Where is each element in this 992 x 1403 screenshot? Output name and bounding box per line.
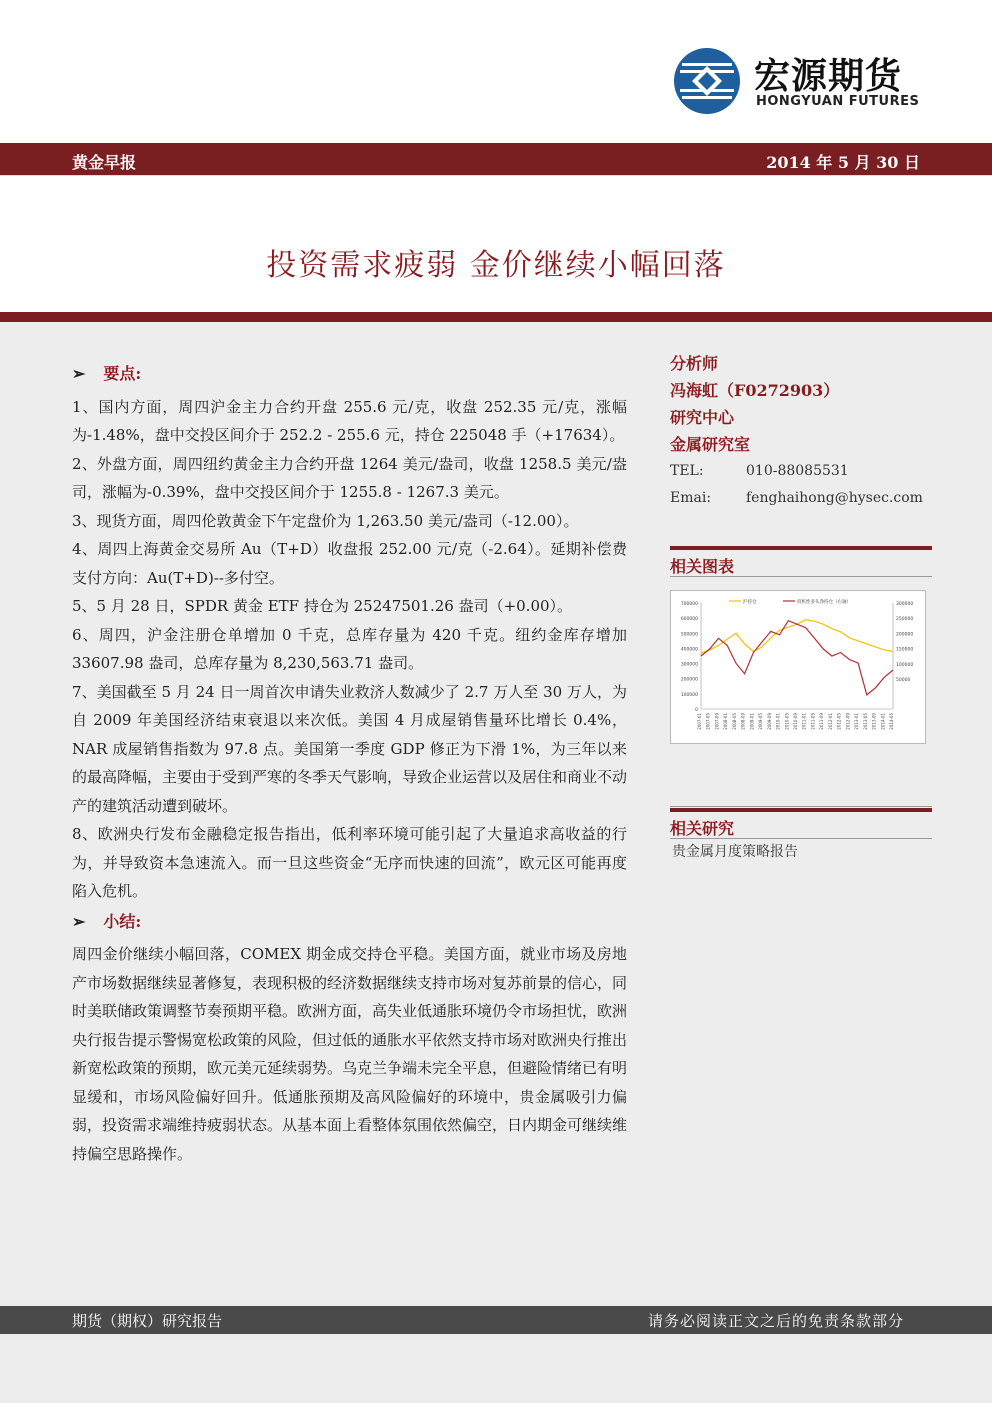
- x-tick-label: 2008-01: [723, 713, 729, 730]
- point-item: 2、外盘方面，周四纽约黄金主力合约开盘 1264 美元/盎司，收盘 1258.5 美元/盎司，涨幅为-0.39%，盘中交投区间介于 1255.8 - 1267.3 美元。: [72, 454, 627, 501]
- y-right-tick-label: 100000: [896, 662, 914, 668]
- point-item: 8、欧洲央行发布金融稳定报告指出，低利率环境可能引起了大量追求高收益的行为，并导致资本急速流入。而一旦这些资金“无序而快速的回流”，欧元区可能再度陷入危机。: [72, 825, 627, 900]
- research-heading-rule: [670, 838, 932, 839]
- email-label: Emai:: [670, 490, 712, 506]
- y-left-tick-label: 0: [695, 708, 698, 713]
- report-type: 黄金早报: [72, 153, 137, 172]
- x-tick-label: 2010-05: [784, 713, 790, 730]
- x-tick-label: 2009-09: [766, 713, 772, 730]
- chart-heading: 相关图表: [670, 546, 932, 577]
- page-title: 投资需求疲弱 金价继续小幅回落: [266, 248, 726, 283]
- y-right-tick-label: 300000: [896, 602, 914, 607]
- point-item: 3、现货方面，周四伦敦黄金下午定盘价为 1,263.50 美元/盎司（-12.00）。: [72, 511, 579, 530]
- x-tick-label: 2010-09: [793, 713, 798, 730]
- point-item: 4、周四上海黄金交易所 Au（T+D）收盘报 252.00 元/克（-2.64）。延期补偿费支付方向：Au(T+D)--多付空。: [72, 540, 627, 587]
- research-heading: 相关研究: [670, 808, 932, 839]
- x-tick-label: 2008-05: [731, 713, 737, 730]
- y-left-tick-label: 600000: [680, 617, 698, 623]
- x-tick-label: 2012-01: [827, 713, 833, 730]
- summary-text: 周四金价继续小幅回落，COMEX 期金成交持仓平稳。美国方面，就业市场及房地产市场数据继续显著修复，表现积极的经济数据继续支持市场对复苏前景的信心，同时美联储政策调整节奏预期平稳。欧洲方面，高失业低通胀环境仍令市场担忧，欧洲央行报告提示警惕宽松政策的风险，但过低的通胀水平依然支持市场对欧洲央行推出新宽松政策的预期，欧元美元延续弱势。乌克兰争端未完全平息，但避险情绪已有明显缓和，市场风险偏好回升。低通胀预期及高风险偏好的环境中，贵金属吸引力偏弱，投资需求端维持疲弱状态。从基本面上看整体氛围依然偏空，日内期金可继续维持偏空思路操作。: [72, 945, 628, 1163]
- y-left-tick-label: 200000: [680, 677, 698, 683]
- point-item: 6、周四，沪金注册仓单增加 0 千克，总库存量为 420 千克。纽约金库存增加 33607.98 盎司，总库存量为 8,230,563.71 盎司。: [72, 625, 627, 672]
- x-tick-label: 2013-09: [871, 713, 877, 730]
- related-research-item[interactable]: 贵金属月度策略报告: [672, 844, 798, 860]
- legend-label-right: 投机性多头净持仓（右轴）: [797, 600, 851, 605]
- series-line-right: [701, 621, 893, 695]
- footer-disclaimer: 请务必阅读正文之后的免责条款部分: [647, 1312, 904, 1330]
- x-tick-label: 2009-01: [749, 713, 755, 730]
- title-rule: [0, 312, 992, 322]
- x-tick-label: 2014-01: [880, 713, 886, 730]
- x-tick-label: 2011-09: [819, 713, 825, 730]
- x-tick-label: 2007-01: [697, 713, 702, 730]
- report-date: 2014 年 5 月 30 日: [766, 153, 920, 172]
- holdings-chart: [670, 590, 926, 744]
- company-logo: [672, 46, 922, 118]
- tel-value: 010-88085531: [746, 463, 849, 479]
- page-footer: [0, 1306, 992, 1334]
- x-tick-label: 2013-05: [862, 713, 868, 730]
- points-heading-label: 要点:: [103, 364, 142, 383]
- email-row: [670, 485, 932, 512]
- logo-emblem-icon: [672, 46, 742, 116]
- legend-label-left: 沪持仓: [743, 600, 757, 605]
- point-item: 7、美国截至 5 月 24 日一周首次申请失业救济人数减少了 2.7 万人至 30 万人，为自 2009 年美国经济结束衰退以来次低。美国 4 月成屋销售量环比增长 0.4%，NAR 成屋销售指数为 97.8 点。美国第一季度 GDP 修正为下滑 1%，为三年以来的最高降幅，主要由于受到严寒的冬季天气影响，导致企业运营以及居住和商业不动产的建筑活动遭到破坏。: [72, 682, 628, 815]
- x-tick-label: 2012-05: [836, 713, 842, 730]
- x-tick-label: 2008-09: [740, 713, 746, 730]
- arrow-bullet-icon: ➢: [72, 364, 86, 383]
- x-tick-label: 2010-01: [775, 713, 781, 730]
- y-right-tick-label: 50000: [896, 678, 911, 684]
- footer-left: 期货（期权）研究报告: [72, 1312, 223, 1330]
- research-office: 金属研究室: [670, 435, 751, 454]
- email-value: fenghaihong@hysec.com: [746, 490, 923, 506]
- logo-name-en: HONGYUAN FUTURES: [756, 94, 920, 109]
- y-right-tick-label: 200000: [896, 632, 914, 638]
- x-tick-label: 2012-09: [845, 713, 851, 730]
- page-header: [0, 0, 992, 140]
- arrow-bullet-icon: ➢: [72, 911, 86, 931]
- x-tick-label: 2011-01: [801, 713, 807, 730]
- point-item: 1、国内方面，周四沪金主力合约开盘 255.6 元/克，收盘 252.35 元/克，涨幅为-1.48%，盘中交投区间介于 252.2 - 255.6 元，持仓 225048 手（+17634）。: [72, 397, 627, 444]
- y-right-tick-label: 150000: [896, 647, 914, 653]
- y-left-tick-label: 700000: [680, 602, 698, 607]
- x-tick-label: 2011-05: [810, 713, 816, 730]
- summary-heading-label: 小结:: [103, 911, 142, 931]
- x-tick-label: 2007-05: [705, 713, 711, 730]
- y-right-tick-label: 250000: [896, 617, 914, 623]
- point-item: 5、5 月 28 日，SPDR 黄金 ETF 持仓为 25247501.26 盎司（+0.00）。: [72, 597, 573, 615]
- chart-svg: [671, 591, 925, 743]
- tel-label: TEL:: [670, 463, 704, 479]
- main-content: [72, 360, 627, 1168]
- y-left-tick-label: 300000: [680, 662, 698, 668]
- x-tick-label: 2013-01: [854, 713, 860, 730]
- points-heading: [72, 360, 627, 389]
- report-band: [0, 143, 992, 175]
- x-tick-label: 2014-05: [889, 713, 894, 730]
- y-left-tick-label: 400000: [680, 647, 698, 653]
- logo-name-cn: 宏源期货: [754, 56, 903, 97]
- sidebar: [670, 350, 932, 512]
- title-area: [0, 175, 992, 311]
- y-left-tick-label: 500000: [680, 632, 698, 638]
- analyst-name: 冯海虹（F0272903）: [670, 381, 840, 400]
- x-tick-label: 2007-09: [714, 713, 720, 730]
- tel-row: [670, 458, 932, 485]
- research-center: 研究中心: [670, 408, 735, 427]
- analyst-label: 分析师: [670, 354, 719, 373]
- summary-heading: [72, 908, 627, 937]
- y-left-tick-label: 100000: [680, 692, 698, 698]
- research-top-rule: [670, 806, 932, 807]
- x-tick-label: 2009-05: [758, 713, 764, 730]
- chart-heading-rule: [670, 576, 932, 577]
